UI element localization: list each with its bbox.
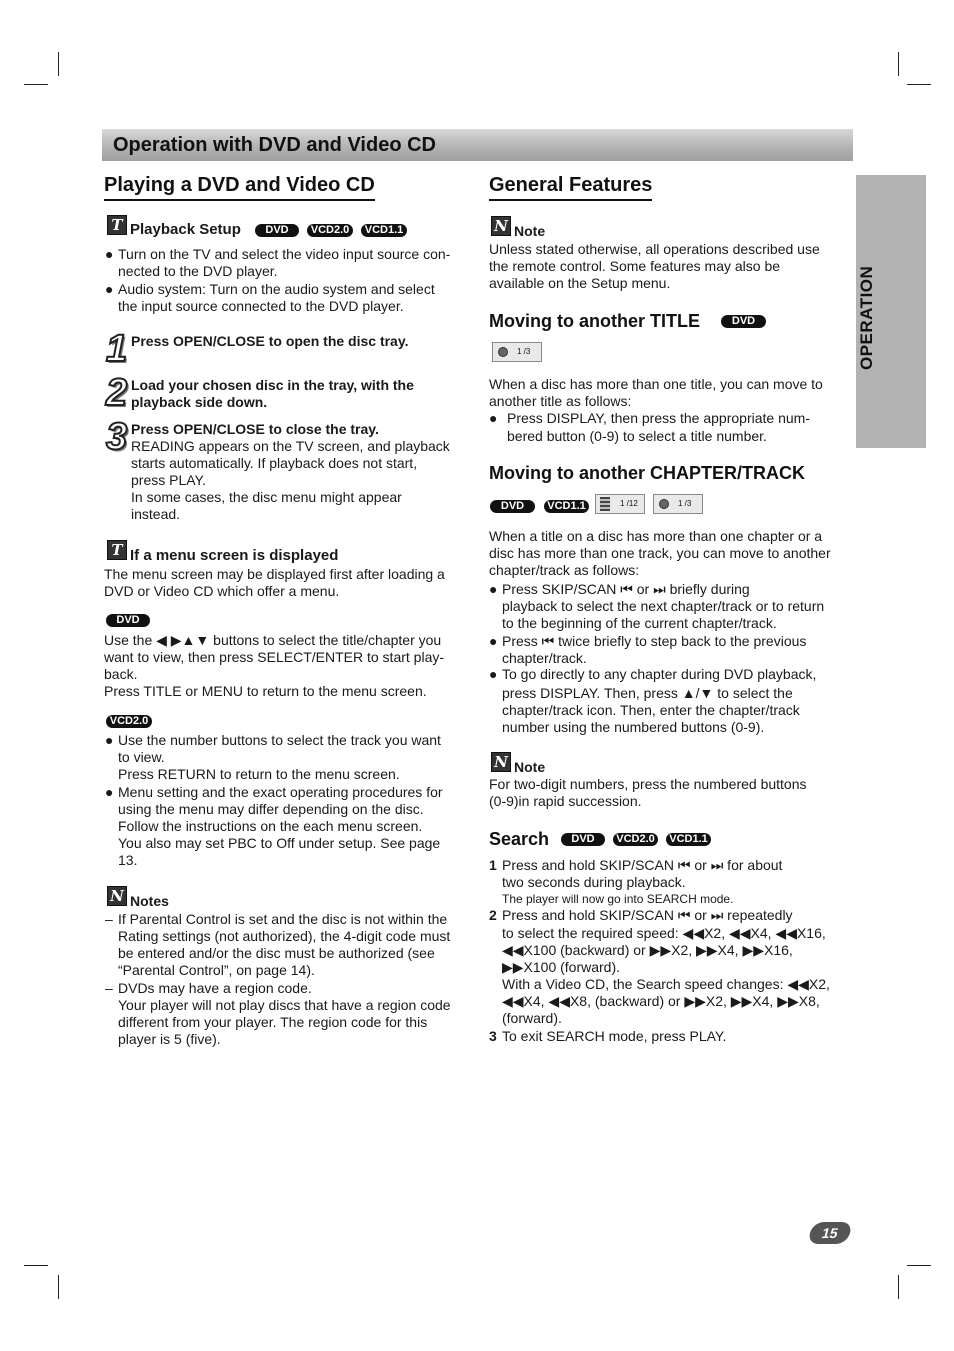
chapter-section-heading: Moving to another CHAPTER/TRACK xyxy=(489,463,805,483)
section-tab xyxy=(856,175,926,448)
page-title: Operation with DVD and Video CD xyxy=(113,134,436,156)
dvd-menu-text: Use the ◀ ▶▲▼ buttons to select the title/chapter you want to view, then press SELECT/ENTER to start play- back. Press TITLE or MENU to return to the menu screen. xyxy=(104,632,445,699)
step-number: 1 xyxy=(106,328,128,370)
crop-mark xyxy=(907,1265,931,1266)
crop-mark xyxy=(898,1275,899,1299)
crop-mark xyxy=(898,52,899,76)
step-text: Load your chosen disc in the tray, with the xyxy=(131,377,414,393)
vcd11-badge: VCD1.1 xyxy=(666,833,711,846)
note-heading: Note xyxy=(514,223,546,239)
vcd11-badge: VCD1.1 xyxy=(361,224,407,237)
notes-heading: Notes xyxy=(130,893,169,909)
step-number: 2 xyxy=(106,372,128,414)
vcd20-badge: VCD2.0 xyxy=(307,224,353,237)
vcd11-badge: VCD1.1 xyxy=(544,500,589,513)
tip-icon: T xyxy=(107,215,127,235)
note-text: For two-digit numbers, press the numbered buttons (0-9)in rapid succession. xyxy=(489,776,807,809)
crop-mark xyxy=(58,1275,59,1299)
crop-mark xyxy=(24,1265,48,1266)
film-icon xyxy=(600,497,610,511)
chapter-intro: When a title on a disc has more than one chapter or a disc has more than one track, you can move to another chapter/track as follows: xyxy=(489,528,831,578)
page-number: 15 xyxy=(807,1222,853,1244)
vcd20-badge: VCD2.0 xyxy=(613,833,658,846)
disc-icon xyxy=(498,347,508,357)
left-section-title: Playing a DVD and Video CD xyxy=(104,173,375,201)
tip-icon: T xyxy=(107,540,127,560)
menu-intro: The menu screen may be displayed first after loading a DVD or Video CD which offer a menu. xyxy=(104,566,445,599)
menu-screen-heading: If a menu screen is displayed xyxy=(130,547,339,564)
right-section-title: General Features xyxy=(489,173,652,201)
step-text: playback side down. xyxy=(131,394,268,410)
crop-mark xyxy=(24,84,48,85)
step-description: READING appears on the TV screen, and playback starts automatically. If playback does not start, press PLAY. In some cases, the disc menu might appear instead. xyxy=(131,438,450,522)
vcd20-badge: VCD2.0 xyxy=(106,715,152,728)
step-text: Press OPEN/CLOSE to open the disc tray. xyxy=(131,333,409,349)
note-text: Unless stated otherwise, all operations described use the remote control. Some features may also be available on the Setup menu. xyxy=(489,241,820,291)
crop-mark xyxy=(907,84,931,85)
title-section-heading: Moving to another TITLE xyxy=(489,311,700,331)
note-icon: N xyxy=(107,886,127,906)
dvd-badge: DVD xyxy=(106,614,150,627)
search-heading: Search xyxy=(489,829,550,849)
disc-icon xyxy=(659,499,669,509)
note-icon: N xyxy=(491,752,511,772)
playback-setup-heading: Playback Setup xyxy=(130,221,241,238)
title-intro: When a disc has more than one title, you can move to another title as follows: xyxy=(489,376,823,409)
dvd-badge: DVD xyxy=(721,315,766,328)
dvd-badge: DVD xyxy=(490,500,535,513)
step-text: Press OPEN/CLOSE to close the tray. xyxy=(131,421,379,437)
header-bar xyxy=(102,129,853,161)
section-tab-label: OPERATION xyxy=(857,265,876,370)
track-osd-display: 1 /3 xyxy=(653,494,703,514)
note-icon: N xyxy=(491,216,511,236)
note-heading: Note xyxy=(514,759,546,775)
step-number: 3 xyxy=(106,416,128,458)
dvd-badge: DVD xyxy=(561,833,605,846)
crop-mark xyxy=(58,52,59,76)
dvd-badge: DVD xyxy=(255,224,299,237)
title-osd-display: 1 /3 xyxy=(492,342,542,362)
chapter-osd-display: 1 /12 xyxy=(595,494,645,514)
